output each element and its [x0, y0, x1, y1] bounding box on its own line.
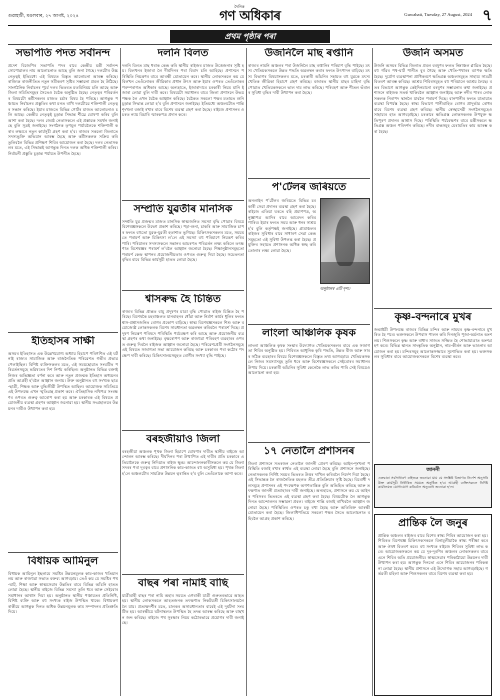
headline: বাছৰ পৰা নামাই বাছি [137, 578, 229, 589]
masthead-logo: গণ অধিকাৰ [219, 9, 281, 24]
headline: সভাপতি পদত সৰ্বানন্দ [15, 48, 111, 59]
headline: বৰহজীয়াও জিলা [146, 434, 220, 445]
article-divider [122, 290, 244, 291]
headline: কৃষ্ণ-বন্দনাৰে মুখৰ [394, 312, 472, 323]
article-portal [248, 182, 370, 322]
headline: ১৭ নেতালৈ প্ৰশাসনৰ [263, 446, 355, 457]
photo-caption: অনুষ্ঠানৰ এটি দৃশ্য। [320, 286, 351, 291]
article-divider [248, 178, 370, 179]
article-divider [248, 324, 370, 325]
article-body: অসমৰ ইতিহাসত এক উল্লেখযোগ্য অধ্যায় হিচাপে পৰিগণিত এই ঘটনাই ৰাজ্যৰ সামাজিক আৰু ৰাজনৈতিক পৰিৱেশত গভীৰ প্ৰভাৱ পেলাইছিল। বিশিষ্ট ব্যক্তিসকলৰ মতে, এই সময়ছোৱাত সংঘটিত পৰিৱৰ্তনসমূহে ভৱিষ্যতৰ দিশ নিৰ্ণয় কৰিছিল। অনুষ্ঠানত বিভিন্ন বক্তাই নিজৰ অভিজ্ঞতা বৰ্ণনা কৰে আৰু নতুন প্ৰজন্মক ইতিহাস অধ্যয়নৰ প্ৰতি আগ্ৰহী হ'বলৈ আহ্বান জনায়। উক্ত অনুষ্ঠানত বহু সংখ্যক ছাত্ৰ-ছাত্ৰী, শিক্ষক আৰু বুদ্ধিজীৱী উপস্থিত আছিল। আয়োজক সমিতিয়ে এই উপলক্ষে এখন স্মৃতিগ্ৰন্থ প্ৰকাশ কৰে। ঐতিহাসিক নথিপত্ৰ সংৰক্ষণৰ ওপৰত গুৰুত্ব আৰোপ কৰা হয় আৰু চৰকাৰক এই বিষয়ত প্ৰয়োজনীয় ব্যৱস্থা গ্ৰহণৰ আহ্বান জনোৱা হয়। স্থানীয় সংগ্ৰহালয়ৰ উন্নয়নৰ দাবীও উত্থাপন কৰা হয়। [8, 350, 118, 411]
headline: বিধায়ক আমিনুল [27, 556, 99, 567]
column-1 [8, 48, 118, 696]
header-date-assamese: গুৱাহাটী, মঙলবাৰ, ২৭ আগষ্ট, ২০২৪ [8, 14, 79, 19]
article-body: বিধায়ক আমিনুল ইছলামে সমষ্টিৰ উন্নয়নমূলক কাম-কাজৰ খতিয়ান লয় আৰু ৰাজহুৱা সভাত বক্তব্য আগবঢ়ায়। তেওঁ কয় যে সমষ্টিৰ পথ-ঘাট, শিক্ষা আৰু স্বাস্থ্যসেৱাৰ উন্নতিৰ বাবে বিভিন্ন আঁচনি হাতত লোৱা হৈছে। স্থানীয় ৰাইজে বিভিন্ন সমস্যা তুলি ধৰে আৰু সেইবোৰ সমাধানৰ আশ্বাস দিয়া হয়। অনুষ্ঠানত স্থানীয় পঞ্চায়তৰ প্ৰতিনিধি, বিশিষ্ট ব্যক্তি আৰু বহু সংখ্যক ৰাইজ উপস্থিত থাকে। বিধায়কগৰাকীয়ে আগন্তুক দিনত অধিক উন্নয়নমূলক কাম সম্পাদনৰ প্ৰতিশ্ৰুতি দিয়ে। [8, 570, 118, 615]
page-number: ৭ [482, 6, 492, 24]
photo-figure [335, 216, 354, 266]
article-divider [248, 442, 370, 443]
article-divider [122, 200, 244, 201]
article-body: লাংলা আঞ্চলিক কৃষক সংস্থাৰ উদ্যোগত খেতিয়কসকলৰ বাবে এক সজাগতা শিবিৰ অনুষ্ঠিত হয়। শিবিৰত আধুনিক কৃষি পদ্ধতি, উন্নত বীজ আৰু সাৰৰ সঠিক ব্যৱহাৰৰ বিষয়ে বিশেষজ্ঞসকলে বিস্তৃত তথ্য আগবঢ়ায়। খেতিয়কসকলে নিজৰ সমস্যাসমূহ তুলি ধৰে আৰু বিশেষজ্ঞসকলে সেইবোৰৰ সমাধানৰ উপায় দিয়ে। চৰকাৰী আঁচনিৰ সুবিধা কেনেকৈ লাভ কৰিব পাৰি সেই বিষয়েও আলোচনা কৰা হয়। [248, 342, 370, 376]
headline: শ্বাসৰুদ্ধ হৈ চিন্তিত [145, 294, 221, 305]
article-body: সম্প্ৰতি যুৱ প্ৰজন্মৰ মাজত মানসিক স্বাস্থ্যজনিত সমস্যা বৃদ্ধি পোৱাৰ বিষয়ে বিশেষজ্ঞসকলে উদ্বেগ প্ৰকাশ কৰিছে। পঢ়া-শুনা, চাকৰি আৰু সামাজিক চাপৰ ফলত বহুতো যুৱক-যুৱতী হতাশাত ভুগিছে। চিকিৎসকসকলৰ মতে, সময়মতে পৰামৰ্শ আৰু চিকিৎসা ল'লে এই সমস্যা বহু পৰিমাণে নিয়ন্ত্ৰণ কৰিব পাৰি। পৰিয়ালৰ সদস্যসকলে সন্তানৰ আচৰণত পৰিৱৰ্তন লক্ষ্য কৰিলে তৎক্ষণাত বিশেষজ্ঞৰ পৰামৰ্শ ল'বলৈ আহ্বান জনোৱা হৈছে। শিক্ষানুষ্ঠানসমূহতো পৰামৰ্শ কেন্দ্ৰ স্থাপনৰ প্ৰয়োজনীয়তাৰ ওপৰত গুৰুত্ব দিয়া হৈছে। সচেতনতা বৃদ্ধিৰ বাবে বিভিন্ন কাৰ্যসূচী হাতত লোৱা হৈছে। [122, 218, 244, 263]
article-sabhapati [8, 48, 118, 330]
article-divider [8, 552, 118, 553]
article-body: ৰাজ্যৰ বিভিন্ন প্ৰান্তত বায়ু প্ৰদূষণৰ মাত্ৰা বৃদ্ধি পোৱাত ৰাইজ চিন্তিত হৈ পৰিছে। বিশেষকৈ চহৰাঞ্চলত যানবাহনৰ ধোঁৱা আৰু নিৰ্মাণ কাৰ্যৰ ধূলিৰ ফলত শ্বাস-প্ৰশ্বাসজনিত ৰোগৰ প্ৰকোপ বাঢ়িছে। স্বাস্থ্য বিশেষজ্ঞসকলে শিশু আৰু বয়োজ্যেষ্ঠ লোকসকলক বিশেষ সাৱধানতা অৱলম্বন কৰিবলৈ পৰামৰ্শ দিছে। প্ৰদূষণ নিয়ন্ত্ৰণ পৰিষদে পৰিস্থিতি পৰ্যবেক্ষণ কৰি আছে আৰু প্ৰয়োজনীয় ব্যৱস্থা গ্ৰহণৰ কথা জনাইছে। বৃক্ষৰোপণ আৰু ৰাজহুৱা পৰিবহণ ব্যৱহাৰৰ ওপৰত গুৰুত্ব দিবলৈ ৰাইজক আহ্বান জনোৱা হৈছে। পৰিৱেশপ্ৰেমী সংগঠনসমূহে এই বিষয়ত সজাগতা সভা আয়োজন কৰিছে আৰু চৰকাৰৰ পৰা কঠোৰ পদক্ষেপ দাবী কৰিছে। চিকিৎসালয়সমূহত ৰোগীৰ সংখ্যা বৃদ্ধি পাইছে। [122, 308, 244, 358]
page-header [8, 4, 492, 26]
article-barhajiya [122, 434, 244, 572]
column-divider [372, 48, 373, 696]
column-2 [122, 48, 244, 696]
article-body: অনলাইন প'ৰ্টেলৰ জৰিয়তে বিভিন্ন চৰকাৰী সেৱা প্ৰদানৰ ব্যৱস্থা গ্ৰহণ কৰা হৈছে। ৰাইজে এতিয়া ঘৰতে বহি প্ৰমাণপত্ৰ, অনুজ্ঞাপত্ৰ আদিৰ বাবে আবেদন কৰিব পাৰিব। ইয়াৰ ফলত সময় আৰু ধনৰ সাশ্ৰয় হ'ব বুলি কৰ্তৃপক্ষই জনাইছে। গ্ৰামাঞ্চলৰ ৰাইজৰ সুবিধাৰ বাবে সাধাৰণ সেৱা কেন্দ্ৰসমূহতো এই সুবিধা উপলব্ধ কৰা হৈছে। প্ৰযুক্তিৰ সহায়ত প্ৰশাসনক অধিক স্বচ্ছ কৰি তোলাৰ লক্ষ্য লোৱা হৈছে। [248, 198, 316, 253]
article-body: দলনি বিলত মাছ ধৰাক কেন্দ্ৰ কৰি স্থানীয় ৰাইজৰ মাজত উত্তেজনাৰ সৃষ্টি হয়। বিলখনৰ ইজাৰা লৈ দীৰ্ঘদিনৰ পৰা বিবাদ চলি আহিছে। প্ৰশাসনে পৰিস্থিতি নিয়ন্ত্ৰণৰ বাবে আৰক্ষী মোতায়েন কৰে। স্থানীয় লোকসকলে কয় যে বিলখন তেওঁলোকৰ জীৱিকাৰ প্ৰধান উৎস আৰু ইয়াৰ ওপৰত তেওঁলোকৰ পৰম্পৰাগত অধিকাৰ আছে। অন্যহাতে, ইজাৰাদাৰে চৰকাৰী নিয়ম মানি ইজাৰা লোৱা বুলি দাবী কৰে। বিষয়টো সমাধানৰ বাবে জিলা প্ৰশাসনে উভয় পক্ষক লৈ এখন বৈঠক আহ্বান কৰিছে। বৈঠকত সকলো পক্ষৰ মতামত শুনি চূড়ান্ত সিদ্ধান্ত লোৱা হ'ব বুলি প্ৰশাসনে জনাইছে। ইতিমধ্যে অঞ্চলটোত শান্তি শৃংখলা বজাই ৰখাৰ বাবে বিশেষ ব্যৱস্থা গ্ৰহণ কৰা হৈছে। ৰাইজে প্ৰশাসনৰ ওচৰত ন্যায় বিচাৰি স্মাৰকপত্ৰ প্ৰদান কৰে। [122, 62, 244, 118]
article-ujani [374, 48, 492, 306]
article-samprati [122, 204, 244, 288]
news-photo [320, 198, 370, 284]
notice-text: এতদ্বাৰা সৰ্বসাধাৰণ ৰাইজক জনোৱা যায় যে সংশ্লিষ্ট বিভাগৰ নিৰ্দেশ অনুসৰি উক্ত কাৰ্যসূচী নিৰ্ধাৰিত সময়ত অনুষ্ঠিত হ'ব। আগ্ৰহী ব্যক্তিসকলে নিৰ্দিষ্ট কাৰ্যালয়ত যোগাযোগ কৰিবলৈ অনুৰোধ জনোৱা হ'ল। [378, 476, 488, 489]
article-divider [374, 308, 492, 309]
headline: সম্প্ৰতি যুৱতীৰ মানসিক [133, 204, 233, 215]
headline: লাংলা আঞ্চলিক কৃষক [262, 328, 356, 339]
article-body: জন্মাষ্টমী উপলক্ষে ৰাজ্যৰ বিভিন্ন মন্দিৰ আৰু নামঘৰ কৃষ্ণ-বন্দনাৰে মুখৰিত হৈ পৰে। ভক্তসকলে উপবাস পালন কৰি দিনজুৰি পূজা-অৰ্চনাত অংশ লয়। শিশুসকলে কৃষ্ণ আৰু ৰাধাৰ সাজত সজ্জিত হৈ শোভাযাত্ৰাত অংশগ্ৰহণ কৰে। বিভিন্ন স্থানত সাংস্কৃতিক অনুষ্ঠান, নাম-কীৰ্তন আৰু ভাওনাৰ আয়োজন কৰা হয়। মন্দিৰসমূহ আলোকসজ্জাৰে সুশোভিত কৰা হয়। ভক্তসকলৰ সুবিধাৰ বাবে আয়োজকসকলে বিশেষ ব্যৱস্থা কৰে। [374, 326, 492, 360]
column-divider [246, 48, 247, 696]
notice-title: জাননী [426, 467, 440, 473]
article-body: যাত্ৰীবাহী বাছৰ পৰা নামি অহাৰ সময়ত এগৰাকী যাত্ৰী গুৰুতৰভাৱে আহত হয়। স্থানীয় লোকসকলে আহতজনক তৎক্ষণাত নিকটৱৰ্তী চিকিৎসালয়লৈ লৈ যায়। প্ৰত্যক্ষদৰ্শীৰ মতে, চালকৰ অসাৱধানতাৰ বাবেই এই দুৰ্ঘটনা সংঘটিত হয়। আৰক্ষীয়ে ঘটনাস্থলত উপস্থিত হৈ তদন্ত আৰম্ভ কৰিছে আৰু বাছখন জব্দ কৰিছে। ৰাইজে পথ সুৰক্ষাৰ নিয়ম কঠোৰভাৱে প্ৰয়োগৰ দাবী জনাইছে। [122, 592, 244, 626]
headline: প্ৰান্তিক লৈ জনুৰ [398, 517, 468, 529]
article-divider [122, 430, 244, 431]
column-divider [120, 48, 121, 696]
article-body: প্ৰদেশ বিজেপিৰ সভাপতি পদৰ বাবে কেন্দ্ৰীয় মন্ত্ৰী সৰ্বানন্দ সোণোৱালৰ নাম আলোচনাত আছে বুলি জনা গৈছে। দলটোৰ উচ্চ নেতৃত্বই ইতিমধ্যে এই বিষয়ত বিস্তৃত আলোচনা আৰম্ভ কৰিছে। ৰাজ্যিক ৰাজনীতিত নতুন সমীকৰণ সৃষ্টিৰ সম্ভাৱনা প্ৰবল হৈ উঠিছে। সাংগঠনিক নিৰ্বাচনৰ পূৰ্বে দলৰ ভিতৰত মতবিনিময় চলি আছে আৰু জিলা সমিতিসমূহৰ সৈতেও বৈঠক অনুষ্ঠিত হৈছে। নেতৃত্বৰ পৰিৱৰ্তনৰ বিষয়টো কৰ্মীসকলৰ মাজত চৰ্চাৰ বিষয় হৈ পৰিছে। আগন্তুক পঞ্চায়ত নিৰ্বাচনৰ প্ৰস্তুতিৰ কথা মনত ৰাখি দলটোৱে শক্তিশালী নেতৃত্বৰ সন্ধান কৰিছে। ইয়াৰ মাজতে বিভিন্ন গোটৰ মাজত আলোচনাও চলি আছে। কেন্দ্ৰীয় নেতৃত্বই চূড়ান্ত সিদ্ধান্ত শীঘ্ৰে ঘোষণা কৰিব বুলি আশা কৰা হৈছে। দলৰ জ্যেষ্ঠ নেতাসকলে এই প্ৰস্তাৱক সমৰ্থন জনাইছে বুলি সূত্ৰই জনাইছে। সংগঠনক তৃণমূল পৰ্যায়লৈকে শক্তিশালী কৰাৰ লক্ষ্যৰে নতুন কাৰ্যসূচী গ্ৰহণ কৰা হ'ব। ৰাজ্যৰ সকলো জিলাতে সদস্যভুক্তি অভিযান আৰম্ভ হৈছে আৰু কৰ্মীসকলক সক্ৰিয় কৰি তুলিবলৈ বিভিন্ন প্ৰশিক্ষণ শিবিৰ আয়োজন কৰা হৈছে। দলৰ নেতাসকলৰ মতে, এই সিদ্ধান্তই আগন্তুক দিনত দলক অধিক শক্তিশালী কৰিব। নিৰ্বাচনী প্ৰস্তুতি চূড়ান্ত পৰ্যায়ত উপনীত হৈছে। [8, 62, 118, 156]
headline: ইতিহাসৰ সাক্ষী [31, 336, 95, 347]
article-body: উজনি অসমৰ বিভিন্ন জিলাত প্ৰবল বৰষুণৰ ফলত নিম্নাঞ্চল প্লাৱিত হৈছে। বহু গাঁৱৰ পথ-ঘাট পানীত বুৰ গৈছে আৰু খেতি-পথাৰৰ ব্যাপক ক্ষতি হৈছে। দুৰ্যোগ ব্যৱস্থাপনা প্ৰাধিকৰণে ক্ষতিগ্ৰস্ত অঞ্চলসমূহত সাহায্য সামগ্ৰী বিতৰণ আৰম্ভ কৰিছে। আশ্ৰয় শিবিৰসমূহত বহু পৰিয়ালে আশ্ৰয় লৈছে। বতৰ বিভাগে আগন্তুক কেইদিনমানো বৰষুণৰ সম্ভাৱনাৰ কথা জনাইছে। প্ৰশাসনে ৰাইজক সতৰ্ক থাকিবলৈ আহ্বান জনাইছে আৰু নদীৰ পাৰৰ লোকসকলক নিৰাপদ স্থানলৈ যাবলৈ পৰামৰ্শ দিছে। বানপানীৰ ফলত যাতায়াত ব্যৱস্থা বিপৰ্যস্ত হৈছে। স্বাস্থ্য বিভাগে পানীবাহিত ৰোগৰ প্ৰাদুৰ্ভাৱ ৰোধৰ বাবে বিশেষ ব্যৱস্থা গ্ৰহণ কৰিছে। স্থানীয় স্বেচ্ছাসেৱী সংগঠনসমূহেও সাহায্যৰ হাত আগবঢ়াইছে। চৰকাৰে ক্ষতিগ্ৰস্ত লোকসকলক উপযুক্ত ক্ষতিপূৰণ প্ৰদানৰ আশ্বাস দিছে। পৰিস্থিতি পৰ্যবেক্ষণৰ বাবে মন্ত্ৰীসকলে ক্ষতিগ্ৰস্ত অঞ্চল পৰিদৰ্শন কৰিছে। নদীৰ বান্ধসমূহ মেৰামতিৰ কাম আৰম্ভ কৰা হৈছে। [374, 62, 492, 134]
article-divider [8, 332, 118, 333]
banner-divider [8, 44, 492, 45]
notice-box [374, 464, 492, 508]
article-ujanit [248, 48, 370, 176]
article-shwashakat [122, 294, 244, 428]
article-body: প্ৰান্তিক অঞ্চলৰ ৰাইজৰ বাবে বিশেষ স্বাস্থ্য শিবিৰ আয়োজন কৰা হয়। শিবিৰত বিশেষজ্ঞ চিকিৎসকসকলে বিনামূলীয়াকৈ স্বাস্থ্য পৰীক্ষা কৰে আৰু ঔষধ বিতৰণ কৰে। বহু সংখ্যক ৰাইজে শিবিৰৰ সুবিধা লাভ কৰে। আয়োজকসকলে কয় যে দূৰ-দূৰণিৰ অঞ্চলৰ লোকসকলৰ বাবে এনে শিবিৰ অতি প্ৰয়োজনীয়। স্বাস্থ্যসেৱাৰ পৰিকাঠামো উন্নয়নৰ দাবী উত্থাপন কৰা হয়। আগন্তুক দিনতো এনে শিবিৰ আয়োজনৰ পৰিকল্পনা লোৱা হৈছে। স্থানীয় প্ৰশাসনে এই উদ্যোগক সহায় আগবঢ়াইছে। গৰ্ভৱতী মহিলা আৰু শিশুসকলৰ বাবে বিশেষ ব্যৱস্থা কৰা হয়। [378, 532, 488, 577]
article-pranthik [374, 514, 492, 696]
article-body: জিলা প্ৰশাসনে সতৰজন নেতালৈ জাননী প্ৰেৰণ কৰিছে। আইন-শৃংখলা পৰিস্থিতি বজাই ৰখাৰ স্বাৰ্থত এই ব্যৱস্থা লোৱা হৈছে বুলি প্ৰশাসনে জনাইছে। নেতাসকলক নিৰ্দিষ্ট সময়ৰ ভিতৰত উত্তৰ দাখিল কৰিবলৈ নিৰ্দেশ দিয়া হৈছে। এই সিদ্ধান্তক লৈ ৰাজনৈতিক মহলত তীব্ৰ প্ৰতিক্ৰিয়াৰ সৃষ্টি হৈছে। বিৰোধী দলসমূহে প্ৰশাসনৰ এই পদক্ষেপক অগণতান্ত্ৰিক বুলি অভিহিত কৰিছে আৰু তৎক্ষণাত জাননী প্ৰত্যাহাৰৰ দাবী জনাইছে। অন্যহাতে, প্ৰশাসনে কয় যে আইনৰ পৰিসৰৰ ভিতৰতে এই ব্যৱস্থা গ্ৰহণ কৰা হৈছে। বিষয়টোক লৈ আগন্তুক দিনত আন্দোলনৰ সম্ভাৱনা প্ৰবল। ৰাইজে শান্তি বজাই ৰাখিবলৈ আহ্বান জনোৱা হৈছে। পৰিস্থিতিৰ ওপৰত চকু ৰখা হৈছে আৰু অতিৰিক্ত আৰক্ষী মোতায়েন কৰা হৈছে। জিলাধিপতিয়ে সকলো পক্ষৰ সৈতে আলোচনাত বহিবলৈ আগ্ৰহ প্ৰকাশ কৰিছে। [248, 460, 370, 521]
article-dalani [122, 48, 244, 198]
masthead [219, 5, 280, 28]
article-notun [248, 446, 370, 696]
article-itikhashik [8, 336, 118, 550]
header-date-english: Guwahati, Tuesday, 27 August, 2024 [404, 12, 472, 17]
article-krishna [374, 312, 492, 460]
article-divider [122, 574, 244, 575]
headline: দলনি বিলত [157, 48, 209, 59]
masthead-tagline: দৈনিক [234, 4, 245, 9]
photo-ground [321, 262, 369, 283]
article-langla [248, 328, 370, 440]
article-bidhayak [8, 556, 118, 696]
headline: উজনি অসমত [402, 48, 464, 59]
section-banner: প্ৰথম পৃষ্ঠাৰ পৰা [170, 30, 330, 43]
article-body: বৰহজীয়া অঞ্চলক পৃথক জিলা হিচাপে ঘোষণাৰ দাবীত স্থানীয় ৰাইজে আন্দোলন আৰম্ভ কৰিছে। দীৰ্ঘদিনৰ পৰা উত্থাপিত এই দাবীৰ প্ৰতি চৰকাৰে এতিয়ালৈকে গুৰুত্ব নিদিয়াত ৰাইজ ক্ষুব্ধ। আন্দোলনকাৰীসকলে কয় যে জিলা সদৰৰ পৰা দূৰত্বৰ বাবে প্ৰশাসনিক কাম-কাজত বহু অসুবিধা হয়। পৃথক জিলা হ'লে অঞ্চলটোৰ সামগ্ৰিক উন্নয়ন ত্বৰান্বিত হ'ব বুলি তেওঁলোকে আশা কৰে। [122, 448, 244, 476]
headline: প'ৰ্টেলৰ জৰিয়তে [271, 182, 347, 193]
column-4 [374, 48, 492, 696]
headline: উজনিলৈ মাছ ৰপ্তানি [264, 48, 354, 59]
article-bachhar [122, 578, 244, 696]
article-body: ৰাজ্যৰ নামনি অঞ্চলৰ পৰা উজনিলৈ মাছ ৰপ্তানিৰ পৰিমাণ বৃদ্ধি পাইছে। মৎস্য খেতিয়কসকলে উন্নত পদ্ধতি অৱলম্বন কৰাৰ ফলত উৎপাদন বাঢ়িছে। মৎস্য বিভাগৰ বিষয়াসকলৰ মতে, চৰকাৰী আঁচনিৰ সহায়ত বহু যুৱকে মৎস্য খেতিক জীৱিকা হিচাপে গ্ৰহণ কৰিছে। বজাৰত স্থানীয় মাছৰ চাহিদা বৃদ্ধি পোৱাত খেতিয়কসকলে ভাল দাম লাভ কৰিছে। পৰিবহণ আৰু শীতল ভঁৰালৰ সুবিধা বৃদ্ধিৰ দাবী উত্থাপন কৰা হৈছে। [248, 62, 370, 96]
column-3 [248, 48, 370, 696]
